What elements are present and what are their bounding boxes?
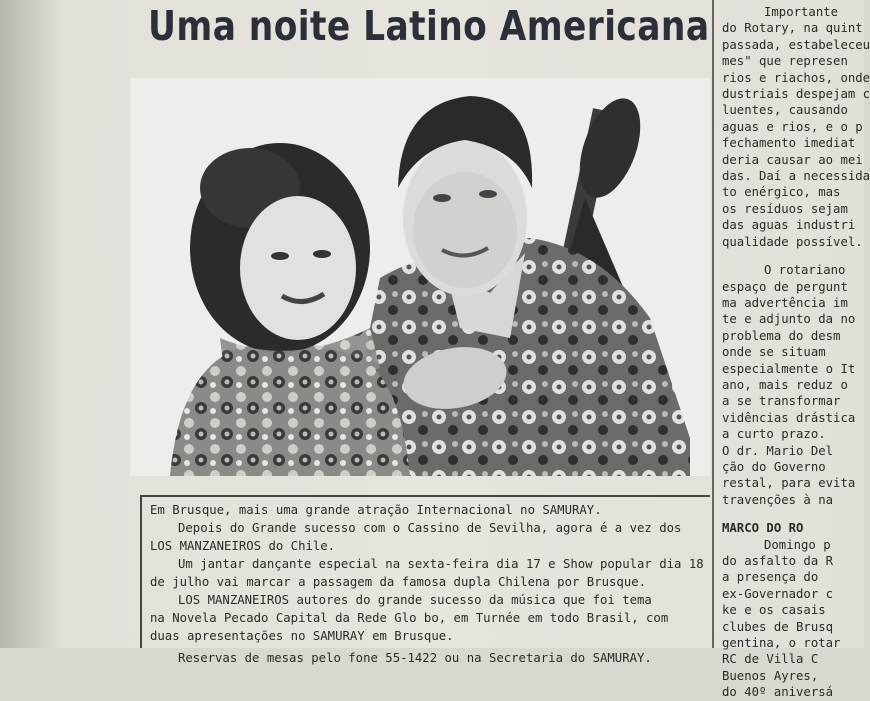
article-line: LOS MANZANEIROS autores do grande sucesso da música que foi tema	[178, 593, 652, 607]
column-line: das. Daí a necessida	[722, 169, 870, 184]
article-line: duas apresentações no SAMURAY em Brusque.	[150, 629, 454, 643]
column-line: ção do Governo	[722, 459, 826, 474]
column-line: passada, estabeleceu	[722, 37, 870, 52]
column-line: a curto prazo.	[722, 427, 826, 442]
column-line: problema do desm	[722, 328, 841, 343]
column-divider	[712, 0, 714, 648]
article-line: de julho vai marcar a passagem da famosa dupla Chilena por Brusque.	[150, 575, 647, 589]
column-line: Buenos Ayres,	[722, 668, 819, 683]
column-line: ano, mais reduz o	[722, 377, 848, 392]
column-line: vidências drástica	[722, 410, 856, 425]
press-photo	[130, 78, 710, 476]
column-line: te e adjunto da no	[722, 312, 856, 327]
column-line: ex-Governador c	[722, 586, 834, 601]
column-line: a se transformar	[722, 394, 841, 409]
duo-photo-illustration	[130, 78, 710, 476]
article-line: LOS MANZANEIROS do Chile.	[150, 539, 336, 553]
column-line: do Rotary, na quint	[722, 21, 863, 36]
column-line: ke e os casais	[722, 603, 826, 618]
page-fold-shadow	[0, 0, 60, 648]
column-line: onde se situam	[722, 345, 826, 360]
column-line: restal, para evita	[722, 476, 856, 491]
article-line: Um jantar dançante especial na sexta-feira dia 17 e Show popular dia 18	[178, 557, 704, 571]
article-line: Depois do Grande sucesso com o Cassino de Sevilha, agora é a vez dos	[178, 521, 682, 535]
column-line: mes" que represen	[722, 54, 848, 69]
column-line: to enérgico, mas	[722, 185, 841, 200]
column-line: do asfalto da R	[722, 554, 834, 568]
article-line: Reservas de mesas pelo fone 55-1422 ou na Secretaria do SAMURAY.	[178, 651, 652, 665]
column-line: dustriais despejam c	[722, 87, 870, 102]
column-subheading: MARCO DO RO	[722, 521, 804, 536]
column-line: O rotariano	[764, 263, 846, 278]
column-line: rios e riachos, onde	[722, 70, 870, 85]
column-line: RC de Villa C	[722, 652, 819, 667]
column-line: O dr. Mario Del	[722, 443, 834, 458]
column-line: aguas e rios, e o p	[722, 119, 863, 134]
column-line: os resíduos sejam	[722, 201, 848, 216]
article-text	[140, 495, 710, 665]
column-spacer	[722, 250, 864, 262]
column-line: a presença do	[722, 570, 819, 585]
headline: Uma noite Latino Americana	[148, 2, 710, 50]
column-line: especialmente o It	[722, 361, 856, 376]
column-line: do 40º aniversá	[722, 685, 834, 700]
column-line: qualidade possível.	[722, 234, 863, 249]
article-line: Em Brusque, mais uma grande atração Internacional no SAMURAY.	[150, 503, 602, 517]
adjacent-column-text	[722, 4, 870, 700]
column-line: ma advertência im	[722, 295, 848, 310]
column-line: Domingo p	[764, 537, 831, 552]
column-spacer	[722, 508, 864, 520]
column-line: clubes de Brusq	[722, 619, 834, 634]
column-line: luentes, causando	[722, 103, 848, 118]
column-line: deria causar ao mei	[722, 152, 863, 167]
column-line: espaço de pergunt	[722, 279, 848, 294]
column-line: travenções à na	[722, 492, 834, 507]
article-line: na Novela Pecado Capital da Rede Glo bo, em Turnée em todo Brasil, com	[150, 611, 669, 625]
column-line: fechamento imediat	[722, 136, 856, 151]
column-line: gentina, o rotar	[722, 636, 841, 651]
column-line: Importante	[764, 5, 839, 19]
column-line: das aguas industri	[722, 218, 856, 233]
